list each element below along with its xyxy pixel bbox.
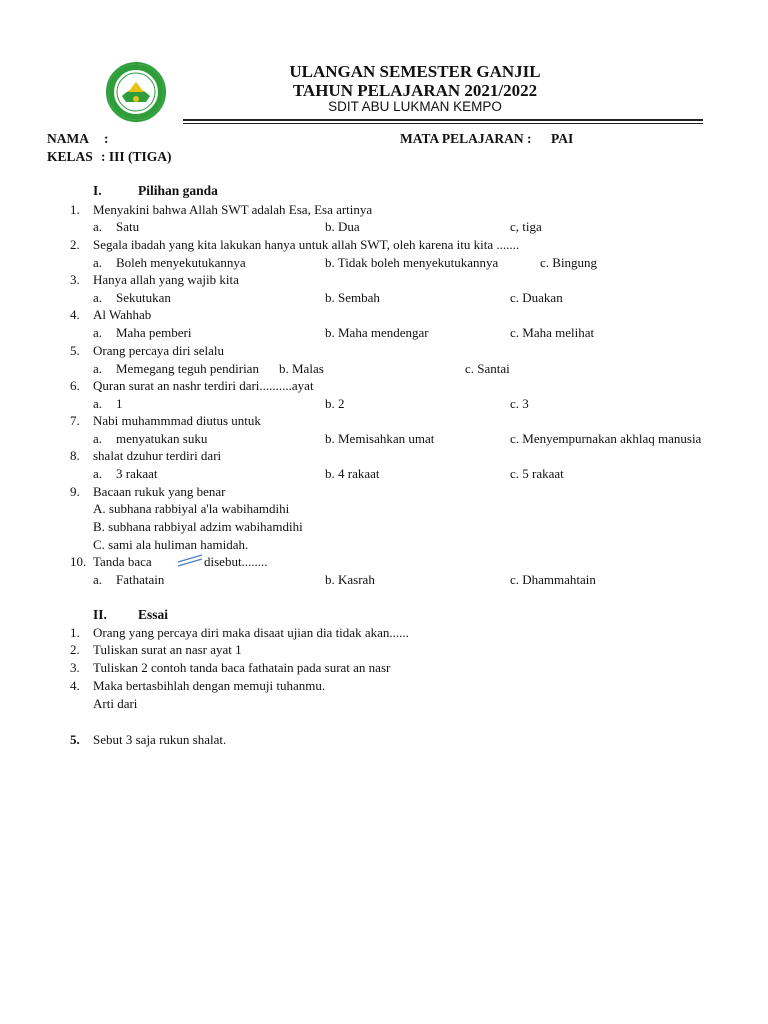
- question-text: Orang percaya diri selalu: [93, 343, 225, 358]
- option-a: Fathatain: [116, 572, 165, 587]
- essay-text: Sebut 3 saja rukun shalat.: [93, 732, 227, 747]
- option-a: Maha pemberi: [116, 325, 192, 340]
- essay-text: Orang yang percaya diri maka disaat ujian dia tidak akan......: [93, 625, 409, 640]
- question-text: Al Wahhab: [93, 307, 152, 322]
- option-key: a.: [93, 219, 103, 234]
- option-c: c. Duakan: [510, 290, 563, 305]
- option-b: b. 4 rakaat: [325, 466, 380, 481]
- question-text: Quran surat an nashr terdiri dari..........ayat: [93, 378, 314, 393]
- option-a: Sekutukan: [116, 290, 171, 305]
- question-text: Bacaan rukuk yang benar: [93, 484, 226, 499]
- option-c: c. Menyempurnakan akhlaq manusia: [510, 431, 702, 446]
- mapel-label: MATA PELAJARAN :: [400, 131, 532, 146]
- option-key: a.: [93, 572, 103, 587]
- question-number: 5.: [70, 343, 80, 358]
- exam-title: ULANGAN SEMESTER GANJIL: [289, 62, 541, 81]
- kelas-label: KELAS: [47, 149, 93, 164]
- question-number: 6.: [70, 378, 80, 393]
- option-b: b. Memisahkan umat: [325, 431, 435, 446]
- option-key: a.: [93, 361, 103, 376]
- nama-label: NAMA: [47, 131, 89, 146]
- essay-text: Tuliskan surat an nasr ayat 1: [93, 642, 242, 657]
- question-text: Tanda baca: [93, 554, 152, 569]
- question-text: shalat dzuhur terdiri dari: [93, 448, 222, 463]
- section2-number: II.: [93, 607, 107, 622]
- option-b: b. 2: [325, 396, 345, 411]
- question-text: Menyakini bahwa Allah SWT adalah Esa, Esa artinya: [93, 202, 373, 217]
- essay-text: Tuliskan 2 contoh tanda baca fathatain pada surat an nasr: [93, 660, 391, 675]
- option-c: c. Santai: [465, 361, 510, 376]
- fathatain-mark-icon: [176, 552, 204, 568]
- option-a: Satu: [116, 219, 140, 234]
- option-b: b. Kasrah: [325, 572, 375, 587]
- section2-title: Essai: [138, 607, 169, 622]
- option-c: c. Dhammahtain: [510, 572, 596, 587]
- option-key: a.: [93, 255, 103, 270]
- option-a: 1: [116, 396, 123, 411]
- essay-number: 1.: [70, 625, 80, 640]
- option-b: b. Dua: [325, 219, 360, 234]
- question-number: 9.: [70, 484, 80, 499]
- question-number: 2.: [70, 237, 80, 252]
- section1-number: I.: [93, 183, 102, 198]
- option-c: c, tiga: [510, 219, 542, 234]
- question-number: 3.: [70, 272, 80, 287]
- question-text: Nabi muhammmad diutus untuk: [93, 413, 261, 428]
- option-key: a.: [93, 325, 103, 340]
- option-key: a.: [93, 396, 103, 411]
- academic-year: TAHUN PELAJARAN 2021/2022: [292, 81, 538, 100]
- kelas-value: : III (TIGA): [101, 149, 172, 164]
- option-key: a.: [93, 431, 103, 446]
- nama-colon: :: [104, 131, 109, 146]
- option-a: Memegang teguh pendirian: [116, 361, 259, 376]
- header-divider-thin: [183, 123, 703, 124]
- option-key: a.: [93, 466, 103, 481]
- option-b: b. Sembah: [325, 290, 380, 305]
- school-name: SDIT ABU LUKMAN KEMPO: [328, 99, 502, 114]
- option-b: b. Malas: [279, 361, 324, 376]
- essay-number: 5.: [70, 732, 80, 747]
- option-a: menyatukan suku: [116, 431, 208, 446]
- mapel-value: PAI: [551, 131, 574, 146]
- essay-subtext: Arti dari: [93, 696, 138, 711]
- essay-number: 3.: [70, 660, 80, 675]
- option-b: b. Tidak boleh menyekutukannya: [325, 255, 499, 270]
- question-number: 4.: [70, 307, 80, 322]
- option-c: c. 3: [510, 396, 529, 411]
- option-a: Boleh menyekutukannya: [116, 255, 246, 270]
- question-text: Hanya allah yang wajib kita: [93, 272, 239, 287]
- option-c: c. Maha melihat: [510, 325, 595, 340]
- option-a: 3 rakaat: [116, 466, 158, 481]
- option-a: A. subhana rabbiyal a'la wabihamdihi: [93, 501, 290, 516]
- question-text-suffix: disebut........: [204, 554, 268, 569]
- question-number: 8.: [70, 448, 80, 463]
- essay-number: 4.: [70, 678, 80, 693]
- option-c: C. sami ala huliman hamidah.: [93, 537, 249, 552]
- header-divider: [183, 119, 703, 121]
- question-number: 7.: [70, 413, 80, 428]
- option-b: B. subhana rabbiyal adzim wabihamdihi: [93, 519, 303, 534]
- essay-text: Maka bertasbihlah dengan memuji tuhanmu.: [93, 678, 326, 693]
- question-number: 10.: [70, 554, 87, 569]
- question-number: 1.: [70, 202, 80, 217]
- section1-title: Pilihan ganda: [138, 183, 218, 198]
- option-b: b. Maha mendengar: [325, 325, 429, 340]
- option-c: c. Bingung: [540, 255, 598, 270]
- question-text: Segala ibadah yang kita lakukan hanya untuk allah SWT, oleh karena itu kita .......: [93, 237, 520, 252]
- essay-number: 2.: [70, 642, 80, 657]
- option-key: a.: [93, 290, 103, 305]
- option-c: c. 5 rakaat: [510, 466, 564, 481]
